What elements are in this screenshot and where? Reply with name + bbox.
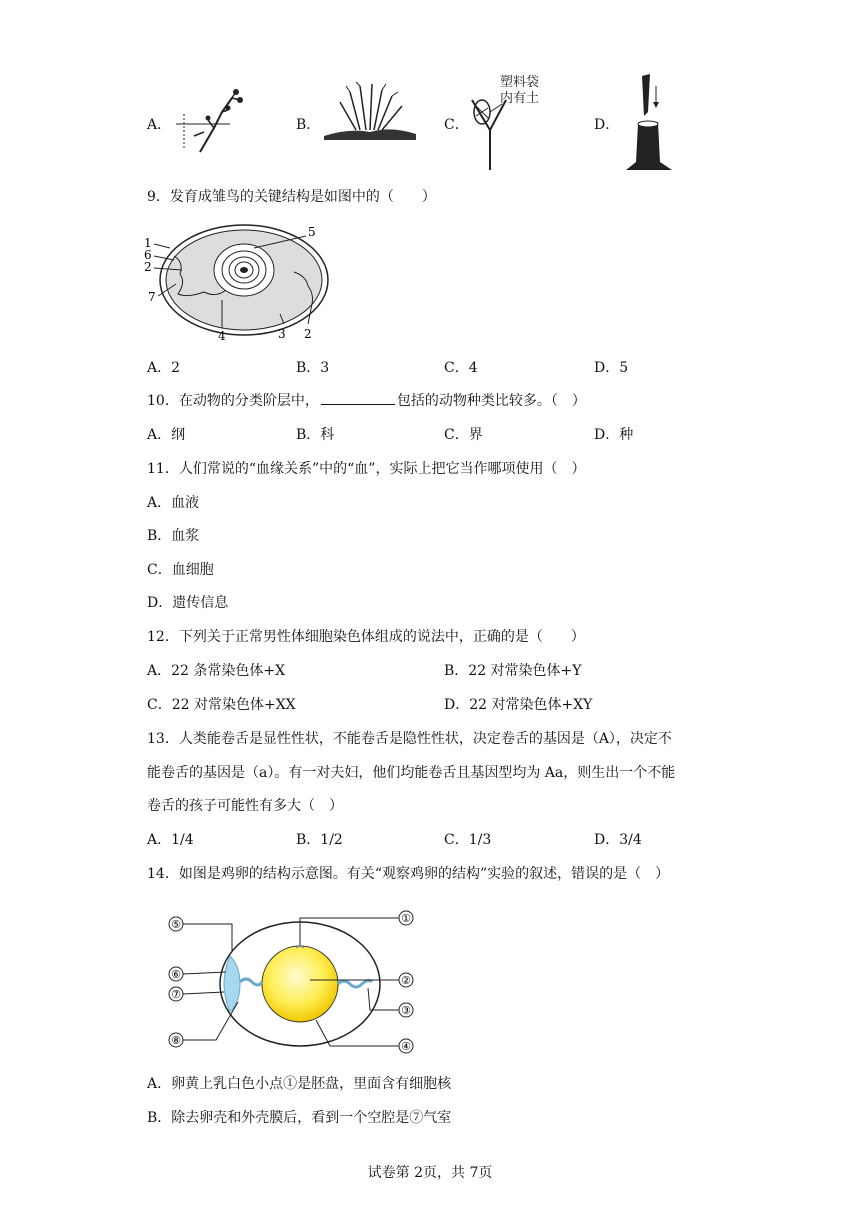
q13-question-line1: 13．人类能卷舌是显性性状，不能卷舌是隐性性状，决定卷舌的基因是（A），决定不 [147,731,672,747]
q9-label-2b: 2 [304,327,312,341]
q12-option-d[interactable]: D．22 对常染色体+XY [444,697,593,713]
q9-option-b[interactable]: B．3 [296,360,330,376]
q9-option-c[interactable]: C．4 [444,360,478,376]
q8-option-a-label: A． [147,117,172,133]
q14-label-8: ⑧ [171,1034,181,1047]
q14-egg-diagram [160,906,420,1056]
q14-option-b[interactable]: B．除去卵壳和外壳膜后，看到一个空腔是⑦气室 [147,1110,452,1126]
q9-option-d[interactable]: D．5 [594,360,629,376]
q14-question: 14．如图是鸡卵的结构示意图。有关“观察鸡卵的结构”实验的叙述，错误的是（ ） [147,866,670,882]
q11-option-c[interactable]: C．血细胞 [147,562,214,578]
q9-option-a[interactable]: A．2 [147,360,181,376]
q12-option-a[interactable]: A．22 条常染色体+X [147,663,286,679]
q8-option-c-label-line2: 内有土 [500,91,540,106]
q11-option-a[interactable]: A．血液 [147,495,200,511]
q10-option-b[interactable]: B．科 [296,427,335,443]
q14-label-4: ④ [401,1040,411,1053]
q9-label-5: 5 [308,225,316,239]
q8-option-b-image [320,80,420,150]
q10-blank [321,392,395,405]
q14-label-6: ⑥ [171,968,181,981]
q12-option-c[interactable]: C．22 对常染色体+XX [147,697,296,713]
q13-question-line2: 能卷舌的基因是（a）。有一对夫妇，他们均能卷舌且基因型均为 Aa，则生出一个不能 [147,765,676,781]
q11-option-b[interactable]: B．血浆 [147,528,200,544]
q13-option-a[interactable]: A．1/4 [147,832,194,848]
q9-label-3: 3 [278,327,286,341]
q10-text-before: 10．在动物的分类阶层中， [147,393,319,409]
q14-label-5: ⑤ [171,918,181,931]
q10-option-a[interactable]: A．纲 [147,427,186,443]
q10-option-d[interactable]: D．种 [594,427,634,443]
q13-option-d[interactable]: D．3/4 [594,832,642,848]
q14-label-7: ⑦ [171,988,181,1001]
q14-label-3: ③ [401,1004,411,1017]
q9-label-6: 6 [144,248,152,262]
q10-text-after: 包括的动物种类比较多。（ ） [396,393,586,409]
q8-option-a-image [170,80,250,160]
q12-option-b[interactable]: B．22 对常染色体+Y [444,663,582,679]
q8-option-b-label: B． [296,117,321,133]
q10-option-c[interactable]: C．界 [444,427,483,443]
q9-egg-diagram [144,220,334,344]
q11-question: 11．人们常说的“血缘关系”中的“血”，实际上把它当作哪项使用（ ） [147,461,586,477]
q10-question [147,390,586,410]
q8-option-c-label-line1: 塑料袋 [500,75,540,90]
q8-option-c-image [462,70,572,170]
q9-label-2a: 2 [144,260,152,274]
page-footer: 试卷第 2页，共 7页 [367,1165,493,1181]
q13-option-c[interactable]: C．1/3 [444,832,492,848]
q11-option-d[interactable]: D．遗传信息 [147,595,229,611]
q9-label-1: 1 [144,236,152,250]
q14-option-a[interactable]: A．卵黄上乳白色小点①是胚盘，里面含有细胞核 [147,1076,452,1092]
q9-label-7: 7 [148,290,156,304]
q12-question: 12．下列关于正常男性体细胞染色体组成的说法中，正确的是（ ） [147,629,585,645]
q14-label-1: ① [401,912,411,925]
q13-question-line3: 卷舌的孩子可能性有多大（ ） [147,798,343,814]
q13-option-b[interactable]: B．1/2 [296,832,343,848]
q8-option-d-image [620,66,680,174]
q14-label-2: ② [401,974,411,987]
q9-question: 9．发育成雏鸟的关键结构是如图中的（ ） [147,189,436,205]
q8-option-d-label: D． [594,117,620,133]
q8-option-c-label: C． [444,117,469,133]
q9-label-4: 4 [218,329,226,343]
